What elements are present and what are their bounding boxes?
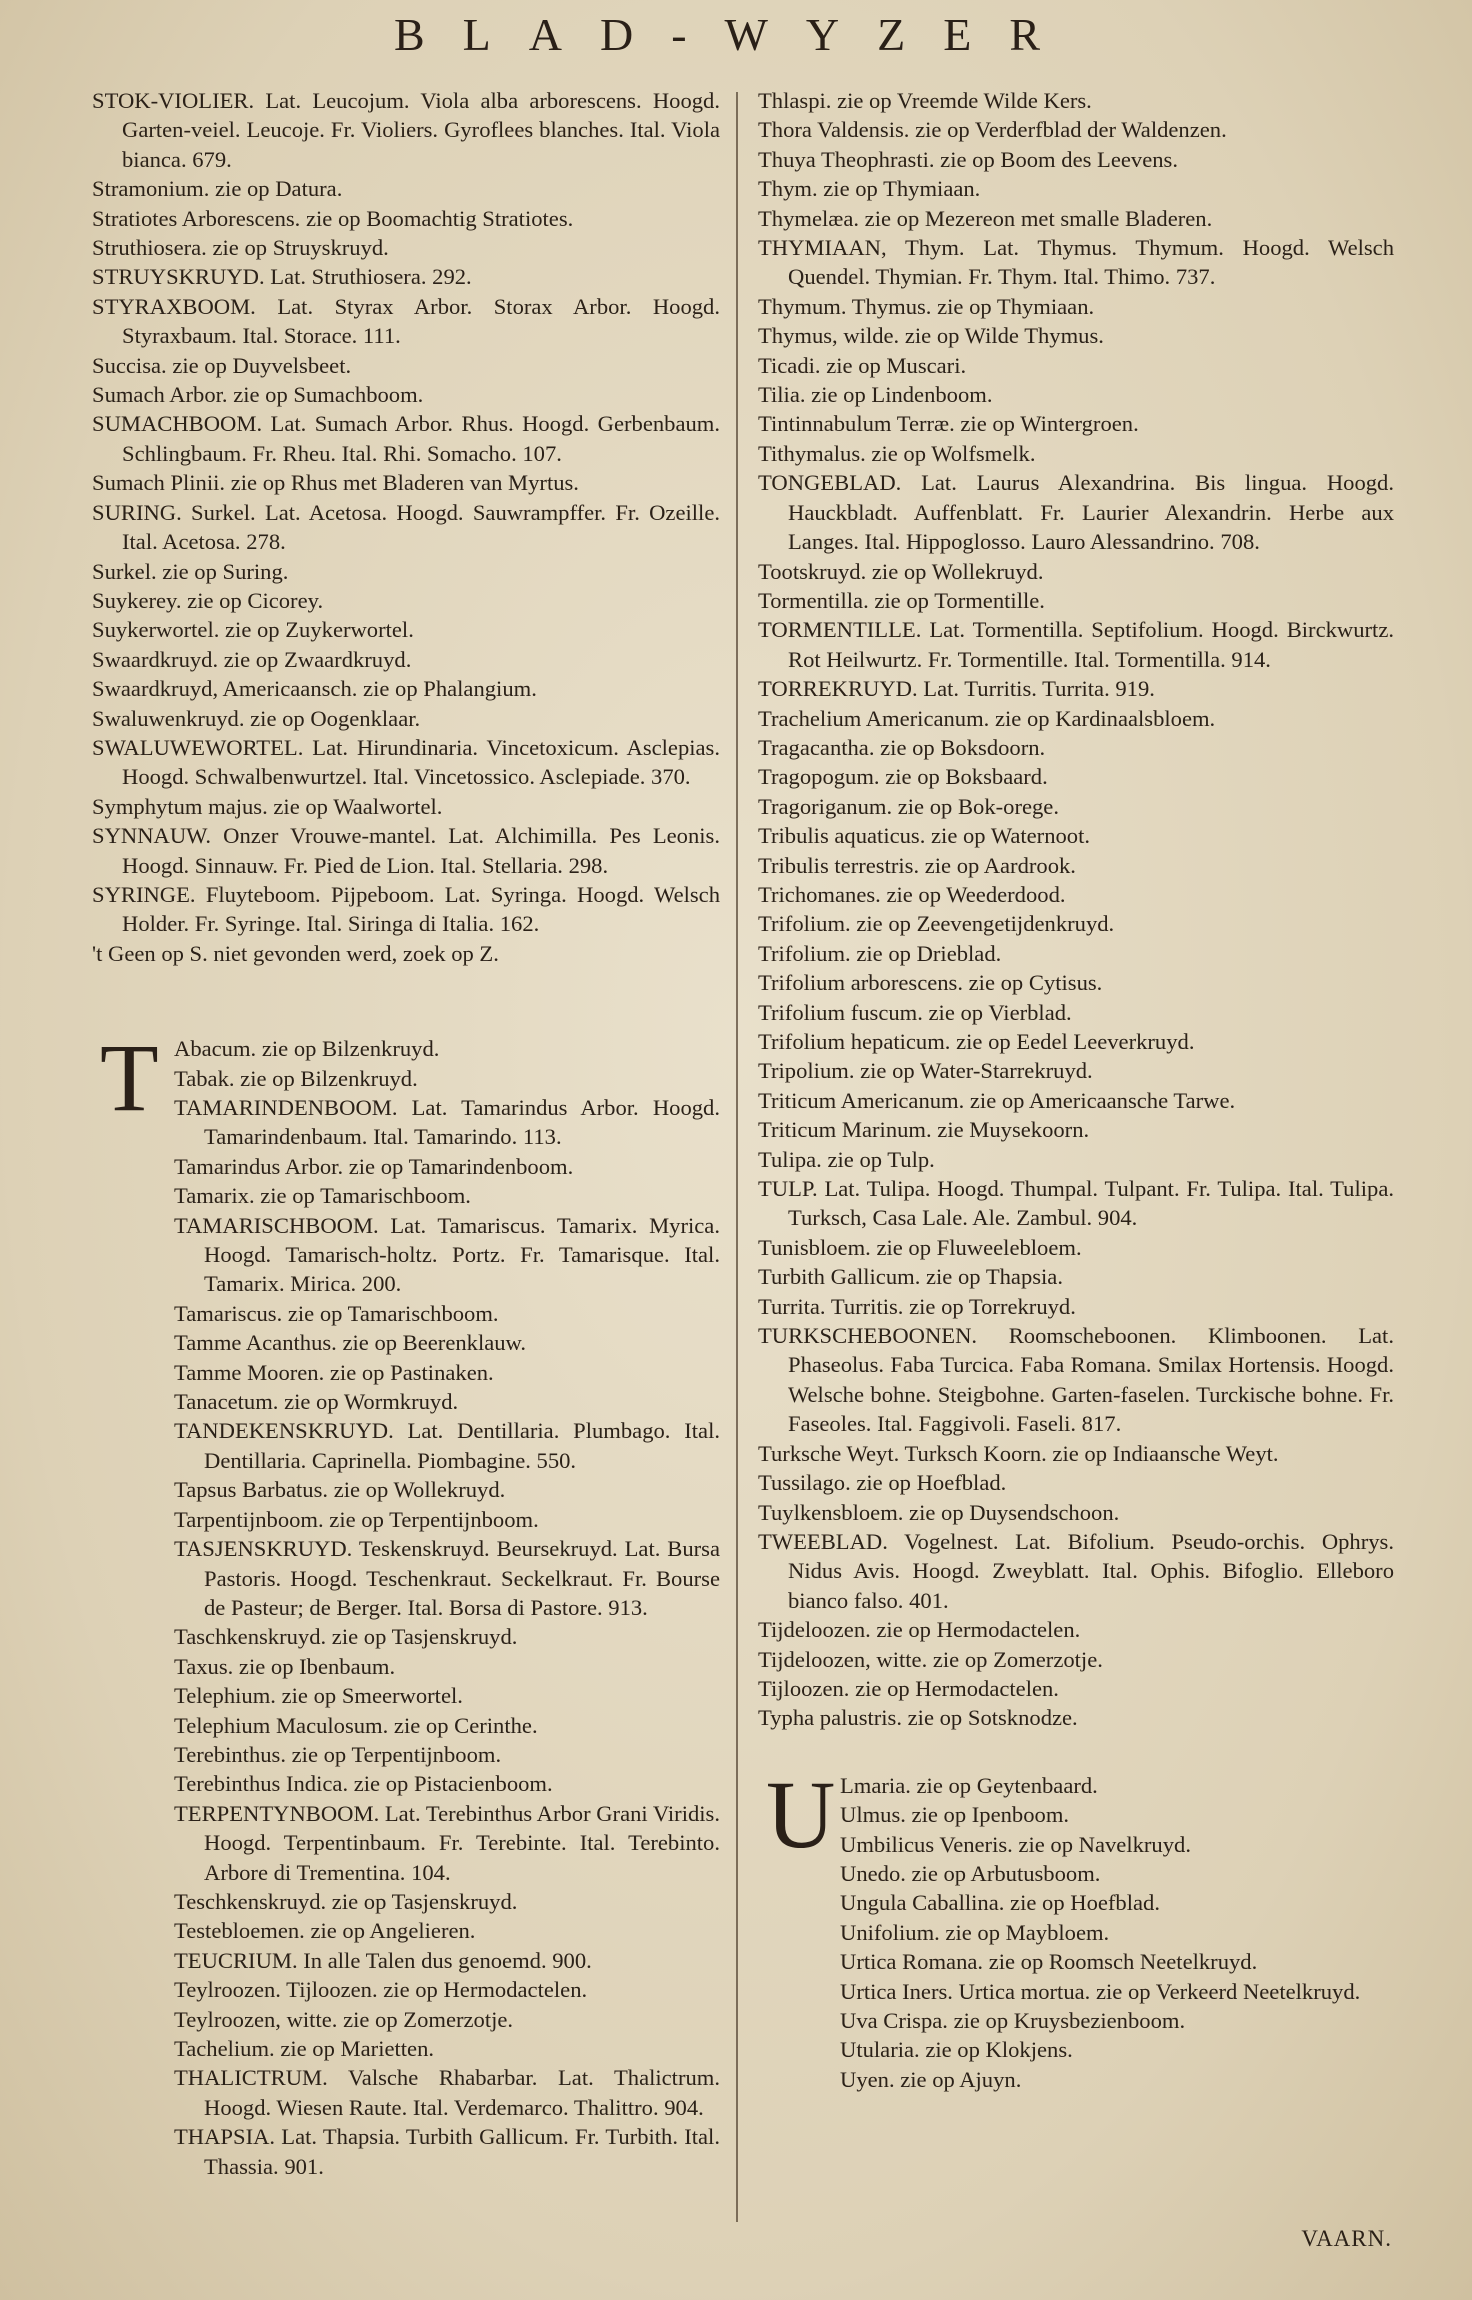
index-entry: Succisa. zie op Duyvelsbeet. — [92, 352, 352, 378]
index-entry: Tamarix. zie op Tamarischboom. — [174, 1183, 471, 1209]
index-entry: Tanacetum. zie op Wormkruyd. — [174, 1389, 459, 1415]
index-entry: Tragacantha. zie op Boksdoorn. — [758, 734, 1046, 760]
index-entry: Symphytum majus. zie op Waalwortel. — [92, 793, 443, 819]
index-entry: Terebinthus. zie op Terpentijnboom. — [174, 1741, 502, 1767]
index-entry: TWEEBLAD. Vogelnest. Lat. Bifolium. Pseudo-orchis. Ophrys. Nidus Avis. Hoogd. Zweyblatt. Ital. Ophis. Bifoglio. Elleboro bianco falso. 401. — [758, 1528, 1394, 1613]
index-entry: Thuya Theophrasti. zie op Boom des Leevens. — [758, 146, 1178, 172]
t-section — [92, 1024, 720, 2181]
index-entry: Teylroozen. Tijloozen. zie op Hermodactelen. — [174, 1977, 588, 2003]
index-entry: Tarpentijnboom. zie op Terpentijnboom. — [174, 1506, 539, 1532]
index-entry: Tijdeloozen. zie op Hermodactelen. — [758, 1617, 1081, 1643]
column-divider — [736, 92, 738, 2222]
index-entry: TONGEBLAD. Lat. Laurus Alexandrina. Bis lingua. Hoogd. Hauckbladt. Auffenblatt. Fr. Laurier Alexandrin. Herbe aux Langes. Ital. Hippoglosso. Lauro Alessandrino. 708. — [758, 470, 1394, 555]
index-entry: Stratiotes Arborescens. zie op Boomachtig Stratiotes. — [92, 205, 574, 231]
index-entry: Tormentilla. zie op Tormentille. — [758, 587, 1045, 613]
index-entry: Struthiosera. zie op Struyskruyd. — [92, 235, 389, 261]
index-entry: Taschkenskruyd. zie op Tasjenskruyd. — [174, 1624, 518, 1650]
index-entry: Triticum Americanum. zie op Americaansche Tarwe. — [758, 1087, 1236, 1113]
index-entry: Swaardkruyd. zie op Zwaardkruyd. — [92, 646, 412, 672]
index-entry: Tilia. zie op Lindenboom. — [758, 382, 993, 408]
index-entry: Ticadi. zie op Muscari. — [758, 352, 967, 378]
index-entry: Trifolium. zie op Zeevengetijdenkruyd. — [758, 911, 1115, 937]
index-entry: Swaluwenkruyd. zie op Oogenklaar. — [92, 705, 421, 731]
index-entry: SWALUWEWORTEL. Lat. Hirundinaria. Vincetoxicum. Asclepias. Hoogd. Schwalbenwurtzel. Ital. Vincetossico. Asclepiade. 370. — [92, 734, 720, 790]
index-entry: Trichomanes. zie op Weederdood. — [758, 881, 1066, 907]
index-entry: THAPSIA. Lat. Thapsia. Turbith Gallicum. Fr. Turbith. Ital. Thassia. 901. — [174, 2124, 720, 2179]
index-entry: Tijloozen. zie op Hermodactelen. — [758, 1675, 1059, 1701]
index-entry: Trifolium fuscum. zie op Vierblad. — [758, 999, 1072, 1025]
index-entry: Stramonium. zie op Datura. — [92, 176, 343, 202]
index-entry: Taxus. zie op Ibenbaum. — [174, 1653, 396, 1679]
index-entry: Trifolium arborescens. zie op Cytisus. — [758, 970, 1103, 996]
u-entries — [840, 1771, 1394, 2094]
catchword: VAARN. — [1301, 2226, 1392, 2251]
index-entry: SYRINGE. Fluyteboom. Pijpeboom. Lat. Syringa. Hoogd. Welsch Holder. Fr. Syringe. Ital. Siringa di Italia. 162. — [92, 881, 720, 937]
index-entry: THYMIAAN, Thym. Lat. Thymus. Thymum. Hoogd. Welsch Quendel. Thymian. Fr. Thym. Ital. Thimo. 737. — [758, 235, 1394, 290]
index-entry: Thymus, wilde. zie op Wilde Thymus. — [758, 323, 1104, 349]
index-entry: Thymelæa. zie op Mezereon met smalle Bladeren. — [758, 205, 1213, 231]
index-entry: Turrita. Turritis. zie op Torrekruyd. — [758, 1293, 1076, 1319]
index-entry: TORMENTILLE. Lat. Tormentilla. Septifolium. Hoogd. Birckwurtz. Rot Heilwurtz. Fr. Tormentille. Ital. Tormentilla. 914. — [758, 617, 1394, 672]
index-entry: Tamariscus. zie op Tamarischboom. — [174, 1300, 499, 1326]
index-entry: Tragoriganum. zie op Bok-orege. — [758, 793, 1059, 819]
index-entry: TANDEKENSKRUYD. Lat. Dentillaria. Plumbago. Ital. Dentillaria. Caprinella. Piombagine. 550. — [174, 1418, 720, 1473]
index-entry: Tamarindus Arbor. zie op Tamarindenboom. — [174, 1153, 574, 1179]
drop-cap-t: T — [100, 1024, 159, 1132]
section-gap — [92, 968, 720, 1034]
t-entries-continued — [758, 86, 1394, 1733]
index-entry: Triticum Marinum. zie Muysekoorn. — [758, 1117, 1090, 1143]
index-entry: Trifolium. zie op Drieblad. — [758, 940, 1002, 966]
index-entry: Tribulis aquaticus. zie op Waternoot. — [758, 823, 1091, 849]
index-entry: TULP. Lat. Tulipa. Hoogd. Thumpal. Tulpant. Fr. Tulipa. Ital. Tulipa. Turksch, Casa Lale. Ale. Zambul. 904. — [758, 1176, 1394, 1231]
index-entry: Tussilago. zie op Hoefblad. — [758, 1470, 1007, 1496]
index-entry: Thlaspi. zie op Vreemde Wilde Kers. — [758, 88, 1092, 113]
index-entry: Trachelium Americanum. zie op Kardinaalsbloem. — [758, 705, 1216, 731]
index-entry: Lmaria. zie op Geytenbaard. — [840, 1772, 1098, 1798]
index-entry: Uyen. zie op Ajuyn. — [840, 2066, 1022, 2092]
index-entry: Thym. zie op Thymiaan. — [758, 176, 981, 202]
index-entry: 't Geen op S. niet gevonden werd, zoek op Z. — [92, 940, 499, 966]
page-header: BLAD-WYZER — [393, 9, 1079, 60]
index-entry: Tamme Acanthus. zie op Beerenklauw. — [174, 1330, 527, 1356]
index-entry: Ungula Caballina. zie op Hoefblad. — [840, 1890, 1160, 1916]
index-entry: TURKSCHEBOONEN. Roomscheboonen. Klimboonen. Lat. Phaseolus. Faba Turcica. Faba Romana. Smilax Hortensis. Hoogd. Welsche bohne. Steigbohne. Garten-faselen. Turckische bohne. Fr. Faseoles. Ital. Faggivoli. Faseli. 817. — [758, 1323, 1394, 1437]
index-entry: Testebloemen. zie op Angelieren. — [174, 1918, 476, 1944]
index-entry: Urtica Romana. zie op Roomsch Neetelkruyd. — [840, 1949, 1258, 1975]
index-entry: Tripolium. zie op Water-Starrekruyd. — [758, 1058, 1093, 1084]
index-entry: THALICTRUM. Valsche Rhabarbar. Lat. Thalictrum. Hoogd. Wiesen Raute. Ital. Verdemarco. Thalittro. 904. — [174, 2065, 720, 2120]
index-entry: TAMARINDENBOOM. Lat. Tamarindus Arbor. Hoogd. Tamarindenbaum. Ital. Tamarindo. 113. — [174, 1095, 720, 1150]
index-entry: Tijdeloozen, witte. zie op Zomerzotje. — [758, 1646, 1103, 1672]
index-entry: STYRAXBOOM. Lat. Styrax Arbor. Storax Arbor. Hoogd. Styraxbaum. Ital. Storace. 111. — [92, 293, 720, 349]
index-entry: Ulmus. zie op Ipenboom. — [840, 1802, 1070, 1828]
index-entry: Tragopogum. zie op Boksbaard. — [758, 764, 1048, 790]
index-entry: Tithymalus. zie op Wolfsmelk. — [758, 440, 1036, 466]
index-entry: Teylroozen, witte. zie op Zomerzotje. — [174, 2006, 514, 2032]
index-entry: Turksche Weyt. Turksch Koorn. zie op Indiaansche Weyt. — [758, 1440, 1279, 1466]
index-entry: TASJENSKRUYD. Teskenskruyd. Beursekruyd. Lat. Bursa Pastoris. Hoogd. Teschenkraut. Seckelkraut. Fr. Bourse de Pasteur; de Berger. Ital. Borsa di Pastore. 913. — [174, 1536, 720, 1620]
index-entry: Tulipa. zie op Tulp. — [758, 1146, 935, 1172]
index-entry: TORREKRUYD. Lat. Turritis. Turrita. 919. — [758, 676, 1155, 702]
index-entry: Urtica Iners. Urtica mortua. zie op Verkeerd Neetelkruyd. — [840, 1978, 1361, 2004]
index-entry: Trifolium hepaticum. zie op Eedel Leeverkruyd. — [758, 1029, 1195, 1054]
index-entry: Sumach Plinii. zie op Rhus met Bladeren van Myrtus. — [92, 470, 579, 496]
index-entry: Surkel. zie op Suring. — [92, 558, 289, 584]
index-entry: SYNNAUW. Onzer Vrouwe-mantel. Lat. Alchimilla. Pes Leonis. Hoogd. Sinnauw. Fr. Pied de Lion. Ital. Stellaria. 298. — [92, 823, 720, 878]
index-entry: Teschkenskruyd. zie op Tasjenskruyd. — [174, 1888, 518, 1914]
index-entry: Thymum. Thymus. zie op Thymiaan. — [758, 293, 1095, 319]
index-entry: TEUCRIUM. In alle Talen dus genoemd. 900. — [174, 1947, 592, 1973]
s-entries — [92, 86, 720, 968]
index-entry: Abacum. zie op Bilzenkruyd. — [174, 1036, 440, 1062]
t-entries — [174, 1034, 720, 2181]
section-gap — [758, 1733, 1394, 1771]
index-entry: Tamme Mooren. zie op Pastinaken. — [174, 1359, 494, 1385]
index-entry: Uva Crispa. zie op Kruysbezienboom. — [840, 2008, 1186, 2033]
index-entry: Utularia. zie op Klokjens. — [840, 2037, 1073, 2063]
index-entry: Unedo. zie op Arbutusboom. — [840, 1860, 1101, 1886]
index-entry: Unifolium. zie op Maybloem. — [840, 1919, 1110, 1945]
index-entry: TAMARISCHBOOM. Lat. Tamariscus. Tamarix. Myrica. Hoogd. Tamarisch-holtz. Portz. Fr. Tamarisque. Ital. Tamarix. Mirica. 200. — [174, 1212, 720, 1297]
index-entry: Tapsus Barbatus. zie op Wollekruyd. — [174, 1477, 506, 1503]
index-entry: Tribulis terrestris. zie op Aardrook. — [758, 852, 1076, 878]
index-entry: Tuylkensbloem. zie op Duysendschoon. — [758, 1499, 1120, 1525]
index-entry: Tunisbloem. zie op Fluweelebloem. — [758, 1234, 1082, 1260]
index-entry: Thora Valdensis. zie op Verderfblad der Waldenzen. — [758, 117, 1227, 143]
drop-cap-u: U — [766, 1760, 836, 1868]
index-entry: Typha palustris. zie op Sotsknodze. — [758, 1705, 1078, 1731]
index-entry: STRUYSKRUYD. Lat. Struthiosera. 292. — [92, 264, 472, 290]
index-entry: Telephium. zie op Smeerwortel. — [174, 1683, 463, 1709]
index-entry: Telephium Maculosum. zie op Cerinthe. — [174, 1712, 538, 1738]
index-entry: Sumach Arbor. zie op Sumachboom. — [92, 382, 424, 408]
index-entry: Umbilicus Veneris. zie op Navelkruyd. — [840, 1831, 1191, 1857]
index-entry: STOK-VIOLIER. Lat. Leucojum. Viola alba arborescens. Hoogd. Garten-veiel. Leucoje. Fr. Violiers. Gyroflees blanches. Ital. Viola bianca. 679. — [92, 88, 720, 172]
u-section — [758, 1760, 1394, 2094]
index-entry: Tachelium. zie op Marietten. — [174, 2036, 435, 2061]
index-entry: SUMACHBOOM. Lat. Sumach Arbor. Rhus. Hoogd. Gerbenbaum. Schlingbaum. Fr. Rheu. Ital. Rhi. Somacho. 107. — [92, 411, 720, 466]
index-entry: Tintinnabulum Terræ. zie op Wintergroen. — [758, 411, 1139, 437]
index-entry: Terebinthus Indica. zie op Pistacienboom. — [174, 1771, 553, 1797]
index-entry: Tabak. zie op Bilzenkruyd. — [174, 1065, 418, 1091]
index-entry: Tootskruyd. zie op Wollekruyd. — [758, 558, 1044, 584]
index-entry: Suykerey. zie op Cicorey. — [92, 587, 324, 613]
index-entry: SURING. Surkel. Lat. Acetosa. Hoogd. Sauwrampffer. Fr. Ozeille. Ital. Acetosa. 278. — [92, 499, 720, 555]
index-entry: TERPENTYNBOOM. Lat. Terebinthus Arbor Grani Viridis. Hoogd. Terpentinbaum. Fr. Terebinte. Ital. Terebinto. Arbore di Trementina. 104. — [174, 1800, 720, 1885]
index-entry: Swaardkruyd, Americaansch. zie op Phalangium. — [92, 676, 537, 702]
index-entry: Suykerwortel. zie op Zuykerwortel. — [92, 617, 414, 643]
left-column — [92, 86, 720, 2181]
right-column — [758, 86, 1394, 2094]
index-entry: Turbith Gallicum. zie op Thapsia. — [758, 1264, 1063, 1290]
